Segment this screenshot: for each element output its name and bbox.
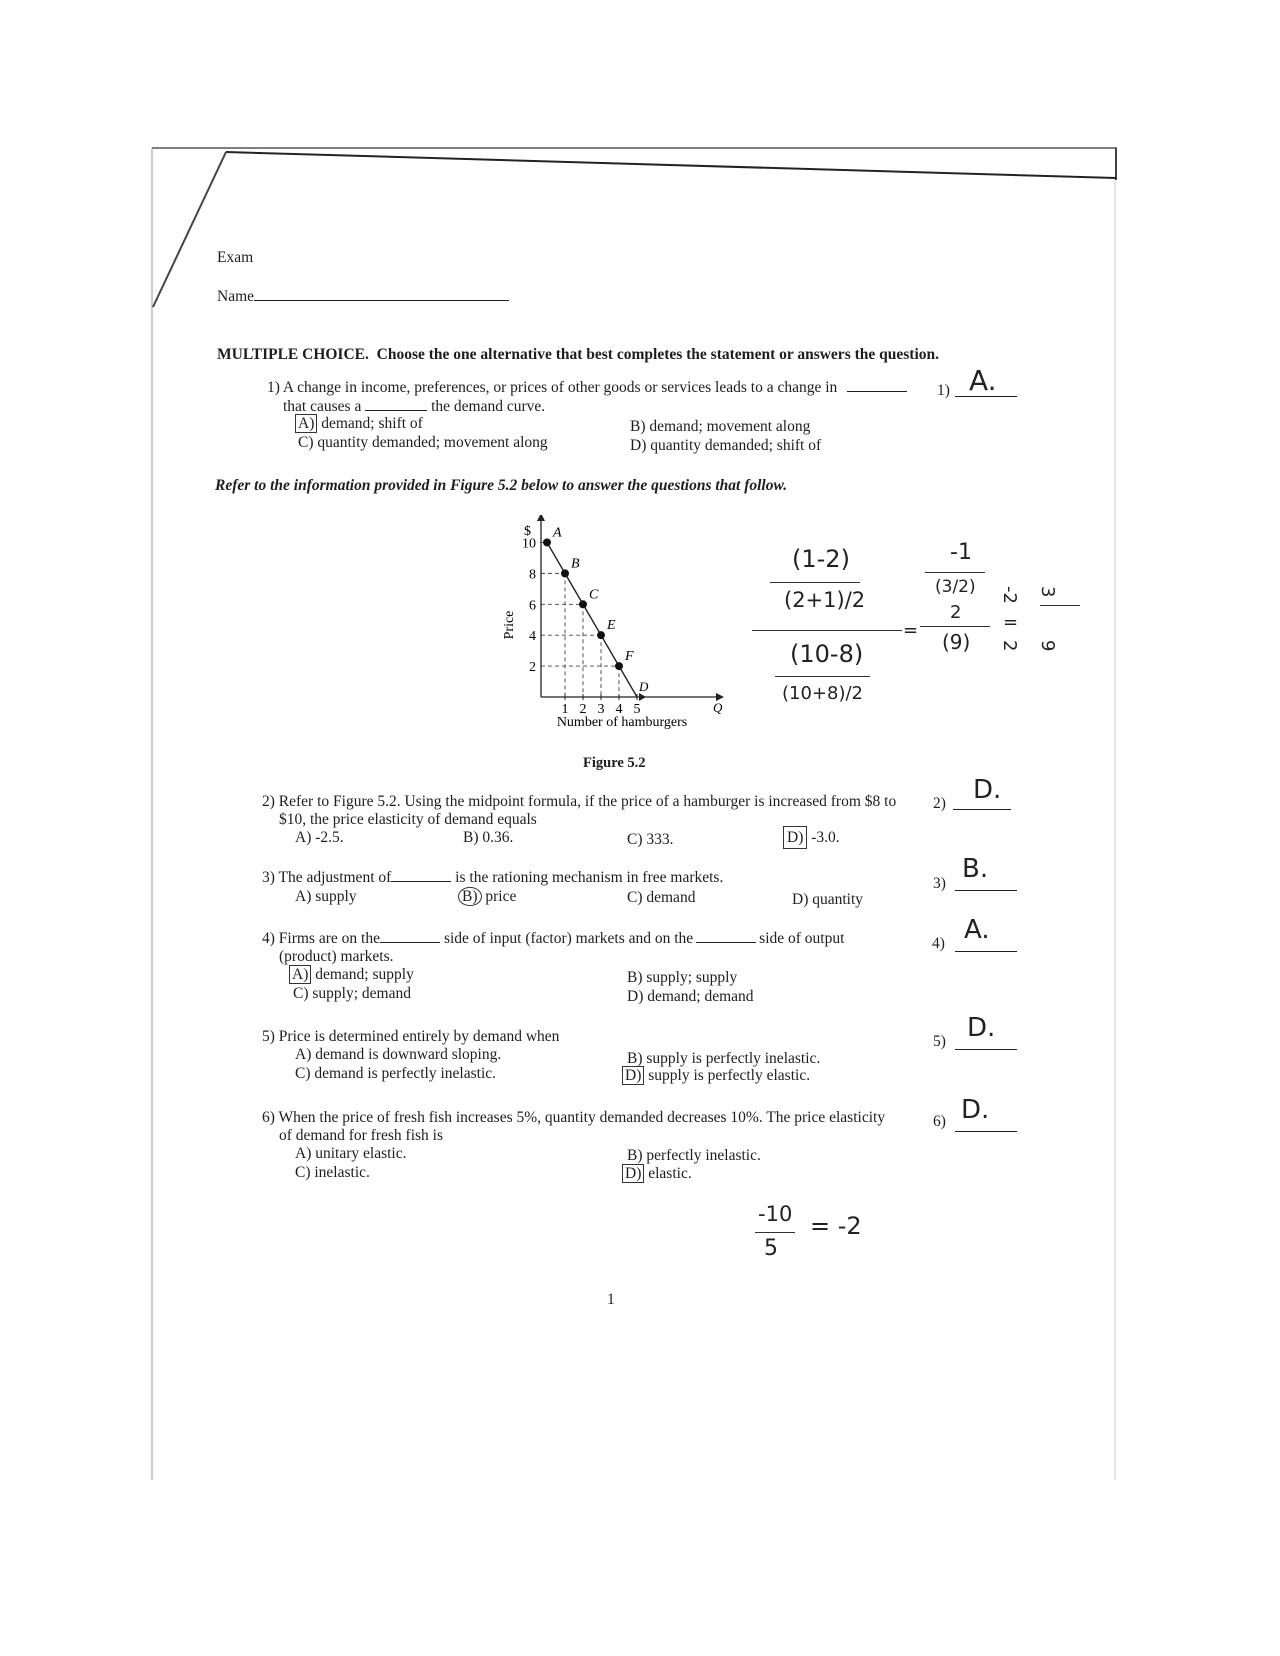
refer-instructions [215, 476, 787, 495]
q4-option-d[interactable]: D) demand; demand [627, 988, 754, 1005]
q1-blank-1[interactable] [847, 377, 907, 392]
q1-answer: A. [969, 364, 997, 397]
q5-answer: D. [967, 1013, 996, 1043]
q2-option-d[interactable] [783, 828, 840, 847]
work-den1: (2+1)/2 [784, 588, 866, 612]
point-c [579, 600, 587, 608]
y-axis-label: Price [502, 610, 517, 640]
q4-blank-2[interactable] [696, 928, 756, 943]
q4-option-a[interactable] [289, 965, 414, 984]
q6-option-c[interactable]: C) inelastic. [295, 1164, 370, 1181]
q4-c-text: supply; demand [312, 985, 411, 1002]
q5-answer-field[interactable] [955, 1013, 1017, 1050]
x-tick-label: 1 [561, 702, 569, 717]
q2-line2: $10, the price elasticity of demand equals [279, 811, 537, 828]
q4-line2: (product) markets. [279, 948, 394, 965]
q4-line1c: side of output [759, 930, 845, 947]
q2-answer-field[interactable] [953, 775, 1011, 810]
q3-option-a[interactable]: A) supply [295, 888, 357, 905]
work-r4-num: 2 [999, 640, 1020, 652]
q4-option-c[interactable] [293, 984, 411, 1003]
instructions-text: Choose the one alternative that best completes the statement or answers the question. [376, 346, 939, 363]
q3-answer: B. [962, 854, 989, 884]
q1-c-text: quantity demanded; movement along [317, 434, 548, 451]
q4-a-text: demand; supply [315, 966, 414, 983]
q2-d-text: -3.0. [811, 829, 840, 846]
x-axis-label: Number of hamburgers [556, 715, 688, 730]
point-a [543, 538, 551, 546]
q1-option-d[interactable]: D) quantity demanded; shift of [630, 437, 822, 454]
name-label [217, 286, 509, 306]
q2-option-b[interactable]: B) 0.36. [463, 829, 514, 846]
q2-number: 2) [933, 795, 946, 812]
q4-answer-field[interactable] [955, 915, 1017, 952]
q1-option-a[interactable] [295, 414, 423, 433]
chart-ticks [522, 536, 641, 717]
q3-option-d[interactable]: D) quantity [792, 891, 864, 908]
q6-answer: D. [961, 1095, 990, 1125]
q3-b-letter: B) [458, 887, 482, 906]
work-r-main-line [920, 626, 990, 627]
calc-result: = -2 [810, 1212, 862, 1240]
q4-c-letter: C) [293, 985, 309, 1002]
demand-curve-line [547, 542, 637, 697]
point-label-c: C [589, 587, 599, 603]
q2-option-c[interactable]: C) 333. [627, 831, 674, 848]
refer-text: Refer to the information provided in Figure 5.2 below to answer the questions that follow. [215, 477, 788, 494]
calc-line [755, 1232, 795, 1233]
work-r1-num: -1 [950, 540, 972, 565]
work-num2: (10-8) [790, 640, 864, 668]
q1-a-letter: A) [295, 414, 317, 433]
y-tick-label: 2 [529, 660, 536, 676]
q4-line1a: 4) Firms are on the [262, 930, 380, 947]
q5-line1: 5) Price is determined entirely by demand when [262, 1028, 560, 1045]
y-axis-arrow [537, 515, 545, 521]
y-tick-label: 8 [529, 567, 536, 583]
point-f [615, 662, 623, 670]
q4-line1 [262, 928, 844, 948]
y-tick-label: 10 [522, 536, 536, 552]
q1-option-b[interactable]: B) demand; movement along [630, 418, 811, 435]
q2-option-a[interactable]: A) -2.5. [295, 829, 344, 846]
work-line1 [770, 582, 860, 583]
q6-line1: 6) When the price of fresh fish increases 5%, quantity demanded decreases 10%. The price elasticity [262, 1109, 886, 1126]
q3-line1b: is the rationing mechanism in free markets. [455, 869, 724, 886]
q1-answer-field[interactable] [955, 366, 1017, 397]
q3-number: 3) [933, 875, 946, 892]
q1-line2a: that causes a [283, 398, 362, 415]
x-axis-symbol: Q [713, 700, 723, 715]
name-label-text: Name [217, 288, 255, 305]
x-tick-label: 4 [615, 702, 623, 717]
q6-option-b[interactable]: B) perfectly inelastic. [627, 1147, 761, 1164]
q6-option-a[interactable]: A) unitary elastic. [295, 1145, 407, 1162]
work-r2-num: 2 [950, 602, 962, 623]
work-eq2: = [1003, 612, 1019, 633]
point-label-a: A [553, 525, 562, 541]
work-r4-den: 9 [1037, 640, 1058, 652]
point-label-f: F [625, 649, 634, 665]
page-number: 1 [607, 1291, 615, 1308]
q6-d-text: elastic. [648, 1165, 692, 1182]
q4-a-letter: A) [289, 965, 311, 984]
point-label-b: B [571, 556, 580, 572]
work-r1-den: (3/2) [935, 577, 976, 597]
x-tick-label: 3 [597, 702, 605, 717]
q1-line1 [267, 377, 907, 397]
q3-b-text: price [485, 888, 517, 905]
q3-line1a: 3) The adjustment of [262, 869, 392, 886]
q5-option-b[interactable]: B) supply is perfectly inelastic. [627, 1050, 821, 1067]
y-axis-unit: $ [524, 524, 531, 539]
q5-option-d[interactable] [622, 1066, 810, 1085]
work-r3-line [1040, 605, 1080, 606]
q6-option-d[interactable] [622, 1164, 692, 1183]
y-tick-label: 4 [529, 629, 536, 645]
work-main-line [752, 630, 902, 631]
q1-line2 [283, 396, 545, 416]
work-eq: = [903, 620, 919, 641]
q1-line1-text: 1) A change in income, preferences, or prices of other goods or services leads to a change in [267, 379, 838, 396]
work-den2: (10+8)/2 [782, 683, 863, 704]
y-tick-label: 6 [529, 598, 536, 614]
q4-blank-1[interactable] [380, 928, 440, 943]
q6-number: 6) [933, 1113, 946, 1130]
q4-answer: A. [964, 915, 990, 945]
q5-d-letter: D) [622, 1066, 644, 1085]
curve-end-arrow [639, 693, 646, 701]
figure-caption: Figure 5.2 [583, 755, 646, 771]
q6-line2: of demand for fresh fish is [279, 1127, 443, 1144]
chart-points [543, 525, 646, 701]
instructions [217, 345, 939, 364]
work-r2-den: (9) [942, 630, 971, 654]
q5-option-c[interactable]: C) demand is perfectly inelastic. [295, 1065, 497, 1082]
work-r1-line [925, 572, 985, 573]
figure-5-2-chart [495, 515, 735, 730]
q6-answer-field[interactable] [955, 1095, 1017, 1132]
q2-line1: 2) Refer to Figure 5.2. Using the midpoint formula, if the price of a hamburger is increased from $8 to [262, 793, 897, 810]
demand-curve-label: D [639, 679, 649, 694]
exam-label: Exam [217, 249, 254, 266]
q5-d-text: supply is perfectly elastic. [648, 1067, 811, 1084]
q2-d-letter: D) [783, 826, 807, 849]
work-r3-den: 3 [1037, 586, 1058, 598]
x-tick-label: 5 [633, 702, 641, 717]
point-e [597, 631, 605, 639]
q1-c-letter: C) [298, 434, 314, 451]
q4-option-b[interactable]: B) supply; supply [627, 969, 738, 986]
calc-den: 5 [764, 1236, 778, 1261]
q3-blank[interactable] [391, 867, 451, 882]
name-field[interactable] [254, 286, 509, 301]
x-tick-label: 2 [579, 702, 587, 717]
q1-number: 1) [937, 382, 950, 399]
q1-line2b: the demand curve. [431, 398, 546, 415]
q1-blank-2[interactable] [365, 396, 427, 411]
q2-answer: D. [973, 775, 1002, 805]
q6-d-letter: D) [622, 1164, 644, 1183]
q3-option-c[interactable]: C) demand [627, 889, 696, 906]
q5-number: 5) [933, 1033, 946, 1050]
work-num1: (1-2) [792, 545, 850, 573]
point-label-e: E [607, 618, 616, 634]
q3-answer-field[interactable] [955, 854, 1017, 891]
point-b [561, 569, 569, 577]
q4-line1b: side of input (factor) markets and on the [443, 930, 694, 947]
q3-option-b[interactable] [458, 887, 516, 906]
q1-a-text: demand; shift of [321, 415, 423, 432]
work-r3-num: -2 [999, 586, 1020, 604]
calc-num: -10 [758, 1202, 793, 1226]
q1-option-c[interactable] [298, 433, 548, 452]
instructions-lead: MULTIPLE CHOICE. [217, 346, 369, 363]
demand-curve [547, 542, 649, 697]
work-line2 [775, 676, 870, 677]
q5-option-a[interactable]: A) demand is downward sloping. [295, 1046, 502, 1063]
q4-number: 4) [932, 935, 945, 952]
q3-line1 [262, 867, 723, 887]
